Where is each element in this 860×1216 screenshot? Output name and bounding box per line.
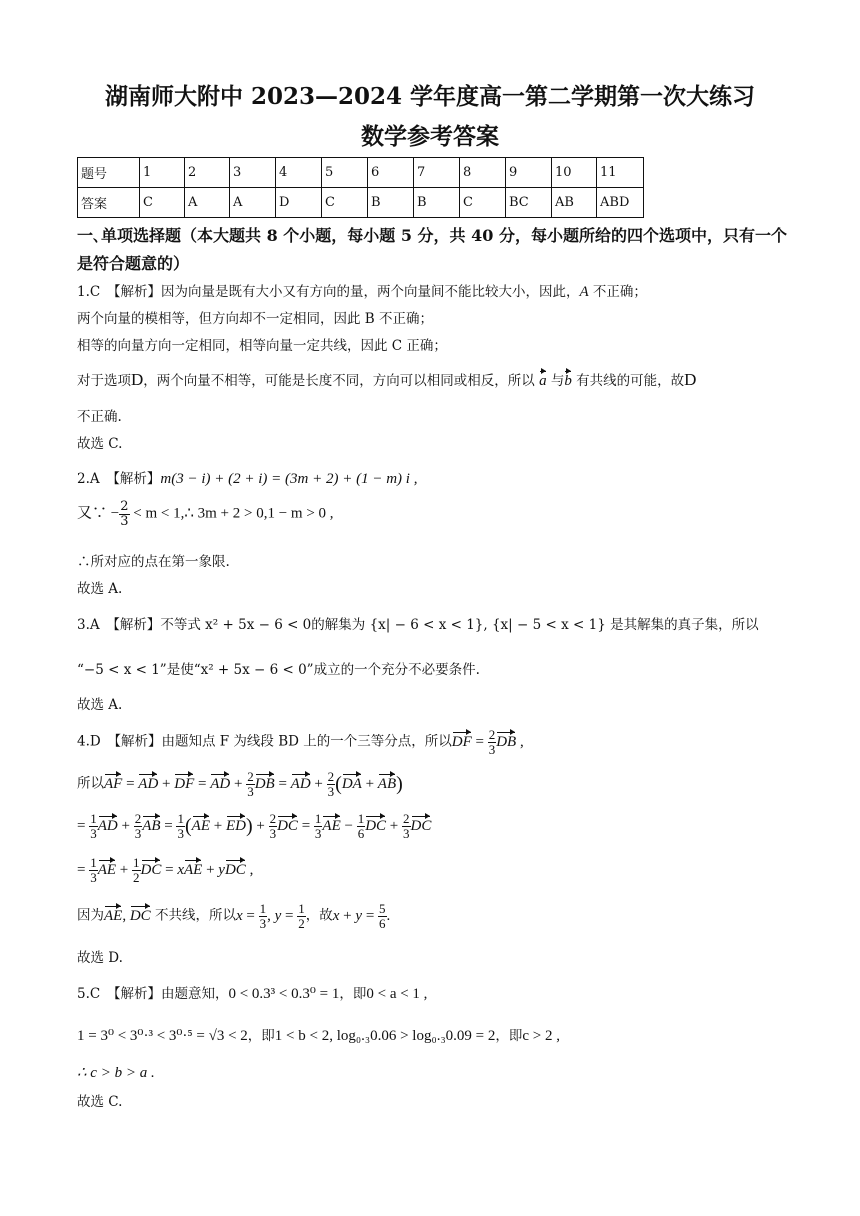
q5-text: ，即 bbox=[495, 1028, 523, 1044]
table-row-header: 答案 bbox=[78, 188, 140, 218]
table-cell: ABD bbox=[597, 188, 644, 218]
q3-text: 不等式 x² + 5x − 6 < 0 bbox=[160, 617, 312, 633]
q1-text: ，两个向量不相等，可能是长度不同，方向可以相同或相反，所以 bbox=[143, 373, 535, 389]
q5-math: 1 < b < 2, log₀.₃0.06 > log₀.₃0.09 = 2 bbox=[274, 1028, 496, 1044]
q1-label: 1.C 【解析】 bbox=[77, 284, 161, 300]
q5-math: ∴ c > b > a . bbox=[77, 1065, 155, 1081]
document-title: 湖南师大附中 2023—2024 学年度高一第二学期第一次大练习 bbox=[104, 83, 756, 110]
q2-text: 又∵ − bbox=[77, 505, 120, 522]
q4-line-5: 因为AE, DC 不共线，所以x = $\frac{1}{3}$ , y = $\frac{1}{2}$ ，故x + y = $\frac{5}{6}$ . bbox=[77, 901, 391, 931]
q1-line-5: 不正确. bbox=[77, 409, 122, 425]
q1-text: 不正确； bbox=[588, 284, 647, 300]
q4-text: 由题知点 F 为线段 BD 上的一个三等分点，所以 bbox=[161, 733, 452, 750]
table-cell: 8 bbox=[460, 158, 506, 188]
q3-line-2: “−5 < x < 1”是使“x² + 5x − 6 < 0”成立的一个充分不必要条件. bbox=[77, 662, 480, 678]
q4-line-3: = $\frac{1}{3}$ AD + $\frac{2}{3}$ AB = $\frac{1}{3}$ (AE + ED) + $\frac{2}{3}$ DC = $\frac{1}{3}$ AE − $\frac{1}{6}$ DC + $\frac{2}{3}$ DC bbox=[77, 811, 432, 841]
q2-label: 2.A 【解析】 bbox=[77, 471, 161, 487]
table-cell: 11 bbox=[597, 158, 644, 188]
table-cell: C bbox=[322, 188, 368, 218]
q4-line-6: 故选 D. bbox=[77, 950, 123, 966]
q5-line-1 bbox=[77, 982, 427, 1003]
table-cell: A bbox=[185, 188, 230, 218]
q2-line-1 bbox=[77, 467, 417, 488]
q1-line-1: 1.C 【解析】因为向量是既有大小又有方向的量，两个向量间不能比较大小，因此，A 不正确； bbox=[77, 284, 647, 300]
table-cell: BC bbox=[506, 188, 552, 218]
q5-math: 1 = 3⁰ < 3⁰·³ < 3⁰·⁵ = √3 < 2 bbox=[77, 1028, 248, 1044]
q1-text: 对于选项 bbox=[77, 373, 131, 389]
q3-label: 3.A 【解析】 bbox=[77, 617, 161, 633]
q5-math: 0 < 0.3³ < 0.3⁰ = 1 bbox=[228, 986, 340, 1002]
q1-line-2: 两个向量的模相等，但方向却不一定相同，因此 B 不正确； bbox=[77, 311, 434, 327]
q3-line-3: 故选 A. bbox=[77, 697, 123, 713]
table-cell: 5 bbox=[322, 158, 368, 188]
table-cell: B bbox=[414, 188, 460, 218]
q4-text: 不共线，所以 bbox=[154, 907, 236, 924]
q5-text: 由题意知， bbox=[160, 986, 229, 1002]
q3-line-1 bbox=[77, 613, 759, 633]
table-cell: 6 bbox=[368, 158, 414, 188]
table-cell: C bbox=[140, 188, 185, 218]
q1-text: 与 bbox=[550, 373, 565, 389]
q2-equation: m(3 − i) + (2 + i) = (3m + 2) + (1 − m) i , bbox=[160, 471, 418, 487]
q4-text: ，故 bbox=[305, 907, 333, 924]
q5-line-4: 故选 C. bbox=[77, 1094, 123, 1110]
answer-table bbox=[77, 157, 644, 218]
table-cell: A bbox=[230, 188, 276, 218]
q5-line-2 bbox=[77, 1024, 560, 1045]
q5-line-3 bbox=[77, 1063, 155, 1082]
table-cell: 4 bbox=[276, 158, 322, 188]
q4-text: 因为 bbox=[77, 907, 104, 924]
table-row bbox=[78, 188, 644, 218]
q4-line-1: 4.D 【解析】由题知点 F 为线段 BD 上的一个三等分点，所以DF = $\frac{2}{3}$ DB , bbox=[77, 727, 524, 757]
table-cell: 9 bbox=[506, 158, 552, 188]
q1-text: 有共线的可能，故 bbox=[576, 373, 685, 389]
q4-line-2: 所以AF = AD + DF = AD + $\frac{2}{3}$ DB = AD + $\frac{2}{3}$ (DA + AB) bbox=[77, 769, 403, 799]
q4-label: 4.D 【解析】 bbox=[77, 733, 162, 750]
q5-math: c > 2 , bbox=[522, 1028, 561, 1044]
q4-line-4: = $\frac{1}{3}$ AE + $\frac{1}{2}$ DC = xAE + yDC , bbox=[77, 855, 254, 885]
q2-line-2 bbox=[77, 500, 334, 528]
q5-math: 0 < a < 1 , bbox=[366, 986, 428, 1002]
q1-line-6: 故选 C. bbox=[77, 436, 123, 452]
q5-text: ，即 bbox=[247, 1028, 275, 1044]
fraction: $\frac{2}{3}$ bbox=[120, 499, 129, 529]
q5-label: 5.C 【解析】 bbox=[77, 986, 161, 1002]
table-cell: C bbox=[460, 188, 506, 218]
q2-text: < m < 1,∴ 3m + 2 > 0,1 − m > 0 , bbox=[129, 505, 334, 522]
table-cell: AB bbox=[552, 188, 597, 218]
q1-text: 因为向量是既有大小又有方向的量，两个向量间不能比较大小，因此， bbox=[160, 284, 580, 300]
table-cell: 7 bbox=[414, 158, 460, 188]
table-cell: 10 bbox=[552, 158, 597, 188]
q4-text: 所以 bbox=[77, 775, 104, 792]
table-cell: 3 bbox=[230, 158, 276, 188]
table-cell: 2 bbox=[185, 158, 230, 188]
q1-line-4: 对于选项D，两个向量不相等，可能是长度不同，方向可以相同或相反，所以 a 与b 有共线的可能，故D bbox=[77, 370, 697, 389]
table-row-header: 题号 bbox=[78, 158, 140, 188]
table-cell: B bbox=[368, 188, 414, 218]
q2-line-3: ∴所对应的点在第一象限. bbox=[77, 554, 230, 570]
q2-line-4: 故选 A. bbox=[77, 581, 123, 597]
section-heading: 一､单项选择题（本大题共 8 个小题，每小题 5 分，共 40 分，每小题所给的四个选项中，只有一个是符合题意的） bbox=[77, 226, 787, 273]
q3-text: 的解集为 {x| − 6 < x < 1}, {x| − 5 < x < 1} 是其解集的真子集，所以 bbox=[311, 617, 759, 633]
table-row bbox=[78, 158, 644, 188]
q1-line-3: 相等的向量方向一定相同，相等向量一定共线，因此 C 正确； bbox=[77, 338, 447, 354]
table-cell: 1 bbox=[140, 158, 185, 188]
table-cell: D bbox=[276, 188, 322, 218]
document-subtitle: 数学参考答案 bbox=[361, 123, 499, 150]
q5-text: ，即 bbox=[339, 986, 367, 1002]
